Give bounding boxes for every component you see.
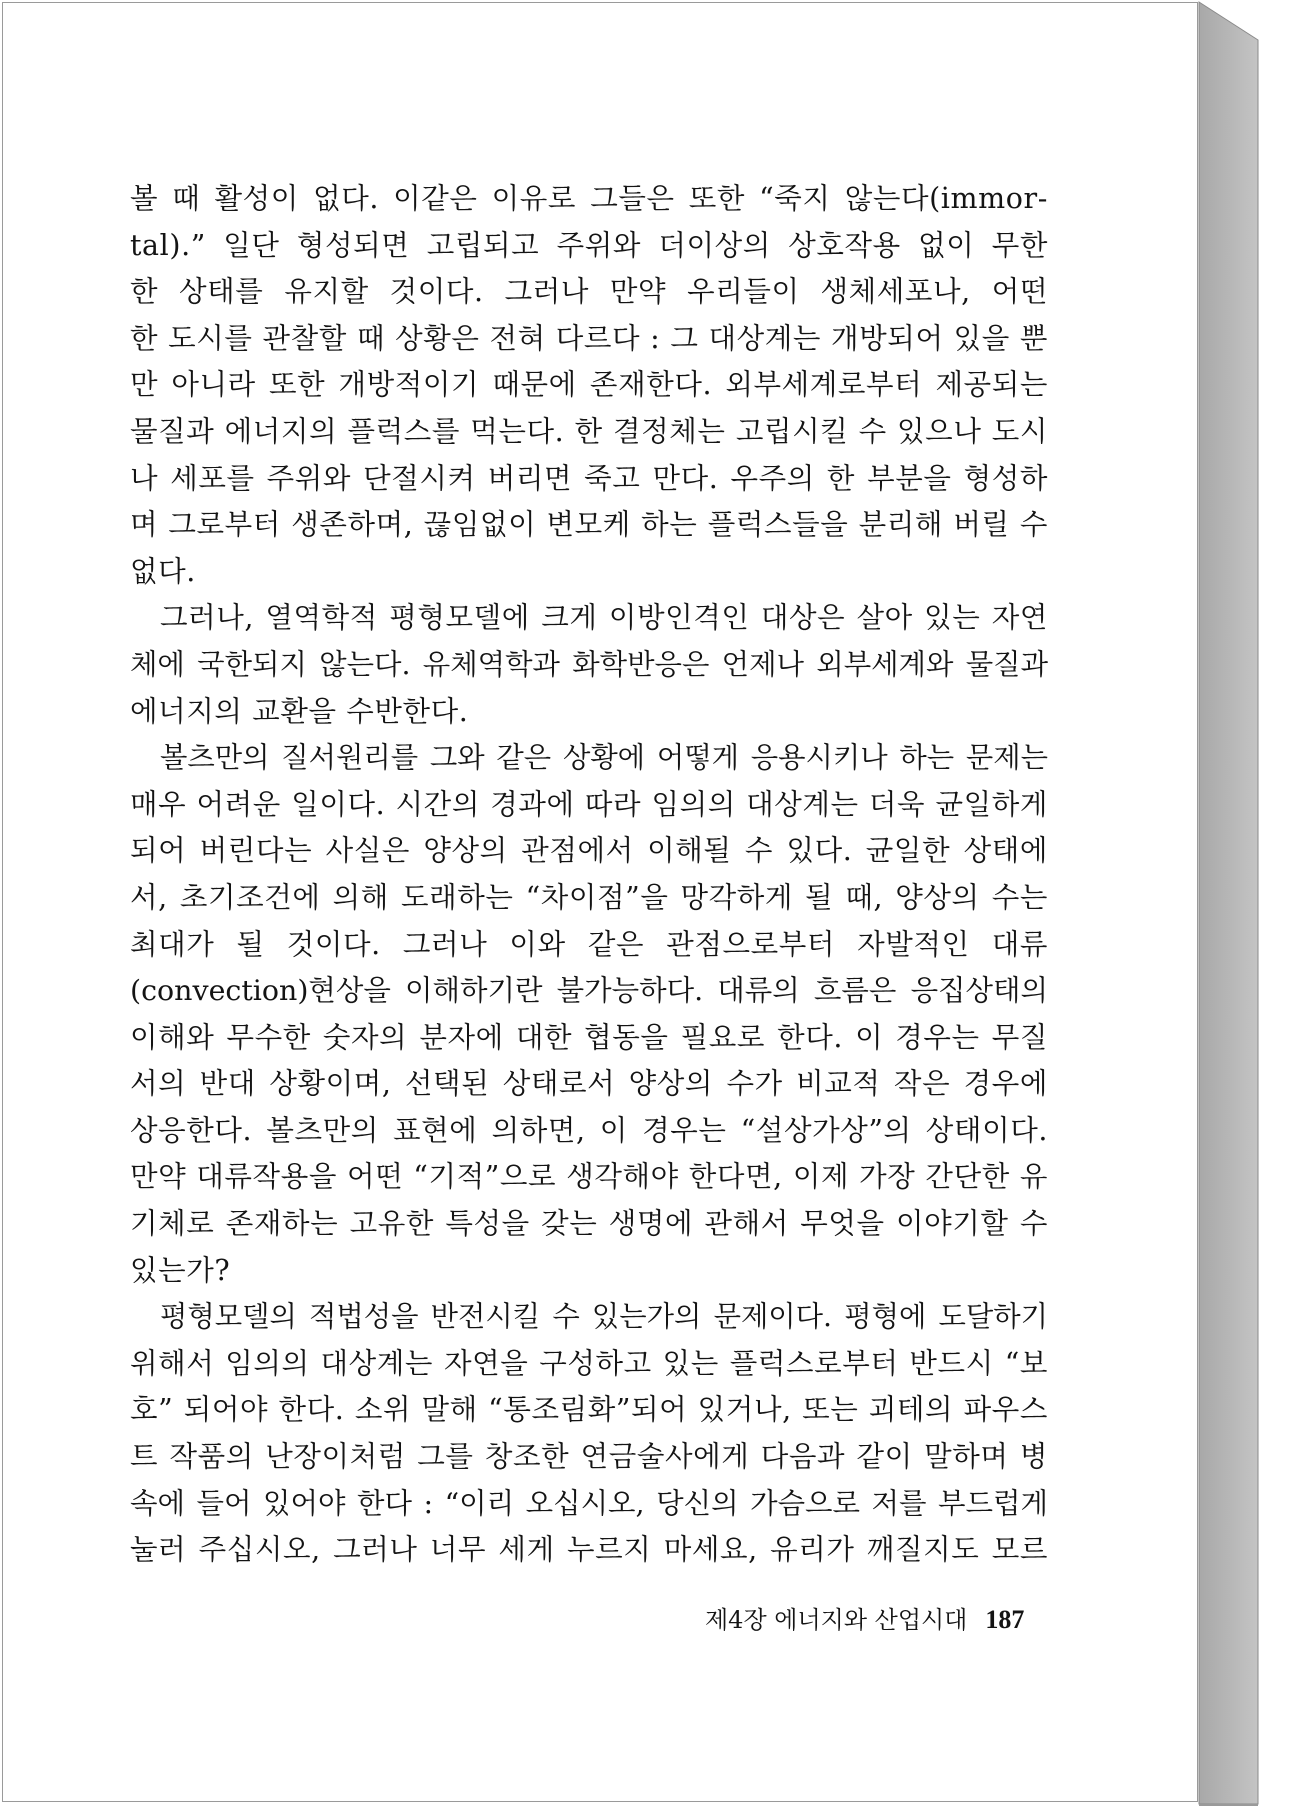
text-line: 상응한다. 볼츠만의 표현에 의하면, 이 경우는 “설상가상”의 상태이다. — [130, 1113, 1048, 1147]
text-line: 나 세포를 주위와 단절시켜 버리면 죽고 만다. 우주의 한 부분을 형성하 — [130, 461, 1048, 495]
text-line: 속에 들어 있어야 한다 : “이리 오십시오, 당신의 가슴으로 저를 부드럽게 — [130, 1486, 1048, 1520]
text-line: 물질과 에너지의 플럭스를 먹는다. 한 결정체는 고립시킬 수 있으나 도시 — [130, 414, 1048, 448]
text-line: 이해와 무수한 숫자의 분자에 대한 협동을 필요로 한다. 이 경우는 무질 — [130, 1020, 1048, 1054]
text-line: 에너지의 교환을 수반한다. — [130, 694, 469, 728]
text-line: 트 작품의 난장이처럼 그를 창조한 연금술사에게 다음과 같이 말하며 병 — [130, 1440, 1048, 1474]
text-line: 서의 반대 상황이며, 선택된 상태로서 양상의 수가 비교적 작은 경우에 — [130, 1067, 1048, 1101]
page-body-text — [130, 176, 1048, 1574]
text-line: (convection)현상을 이해하기란 불가능하다. 대류의 흐름은 응집상태의 — [130, 974, 1048, 1008]
text-line: 볼 때 활성이 없다. 이같은 이유로 그들은 또한 “죽지 않는다(immor- — [130, 182, 1048, 215]
page-number: 187 — [985, 1605, 1025, 1634]
text-line: 체에 국한되지 않는다. 유체역학과 화학반응은 언제나 외부세계와 물질과 — [130, 647, 1048, 681]
text-line: 그러나, 열역학적 평형모델에 크게 이방인격인 대상은 살아 있는 자연 — [160, 601, 1048, 635]
text-line: 호” 되어야 한다. 소위 말해 “통조림화”되어 있거나, 또는 괴테의 파우스 — [130, 1393, 1048, 1427]
text-line: 눌러 주십시오, 그러나 너무 세게 누르지 마세요, 유리가 깨질지도 모르 — [130, 1533, 1048, 1567]
chapter-title: 제4장 에너지와 산업시대 — [705, 1606, 968, 1634]
text-line: 평형모델의 적법성을 반전시킬 수 있는가의 문제이다. 평형에 도달하기 — [160, 1300, 1048, 1334]
text-line: 되어 버린다는 사실은 양상의 관점에서 이해될 수 있다. 균일한 상태에 — [130, 834, 1048, 868]
text-line: 만 아니라 또한 개방적이기 때문에 존재한다. 외부세계로부터 제공되는 — [130, 368, 1048, 402]
text-line: 볼츠만의 질서원리를 그와 같은 상황에 어떻게 응용시키나 하는 문제는 — [160, 741, 1048, 775]
text-line: tal).” 일단 형성되면 고립되고 주위와 더이상의 상호작용 없이 무한 — [130, 228, 1048, 262]
running-footer — [705, 1600, 1024, 1635]
text-line: 있는가? — [130, 1253, 231, 1287]
text-line: 없다. — [130, 554, 196, 588]
text-line: 서, 초기조건에 의해 도래하는 “차이점”을 망각하게 될 때, 양상의 수는 — [130, 880, 1048, 914]
text-line: 위해서 임의의 대상계는 자연을 구성하고 있는 플럭스로부터 반드시 “보 — [130, 1346, 1048, 1380]
text-line: 만약 대류작용을 어떤 “기적”으로 생각해야 한다면, 이제 가장 간단한 유 — [130, 1160, 1048, 1194]
text-line: 한 도시를 관찰할 때 상황은 전혀 다르다 : 그 대상계는 개방되어 있을 뿐 — [130, 321, 1048, 355]
text-line: 최대가 될 것이다. 그러나 이와 같은 관점으로부터 자발적인 대류 — [130, 927, 1048, 961]
text-line: 한 상태를 유지할 것이다. 그러나 만약 우리들이 생체세포나, 어떤 — [130, 275, 1048, 309]
text-line: 매우 어려운 일이다. 시간의 경과에 따라 임의의 대상계는 더욱 균일하게 — [130, 787, 1048, 821]
text-line: 기체로 존재하는 고유한 특성을 갖는 생명에 관해서 무엇을 이야기할 수 — [130, 1207, 1048, 1241]
text-line: 며 그로부터 생존하며, 끊임없이 변모케 하는 플럭스들을 분리해 버릴 수 — [130, 508, 1048, 542]
